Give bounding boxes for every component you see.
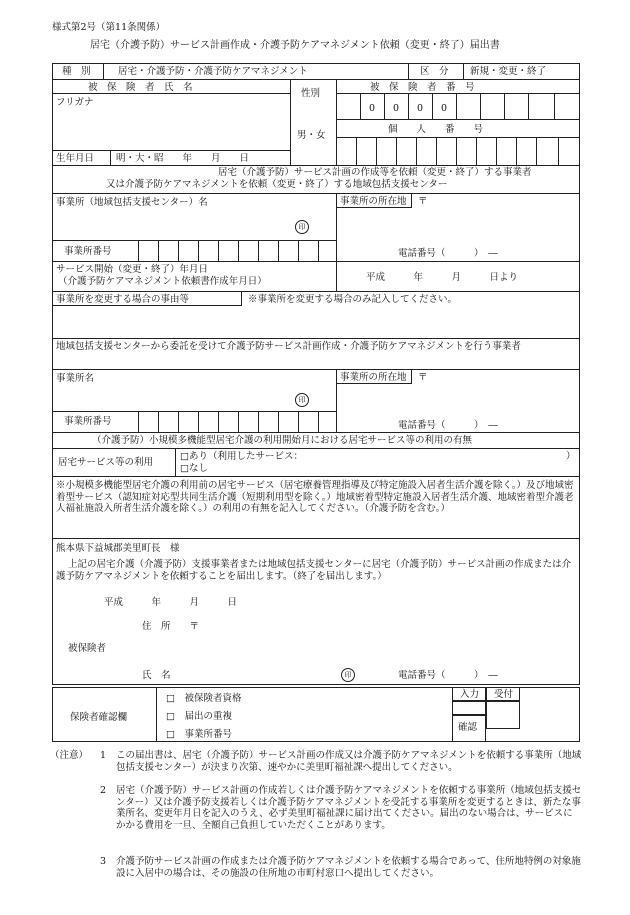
declaration-address[interactable]: 住 所 〒 <box>142 621 200 632</box>
declaration-date[interactable]: 平成 年 月 日 <box>104 597 238 608</box>
declaration-seal-icon: 印 <box>341 668 355 682</box>
office2-phone[interactable]: 電話番号（ ） ― <box>398 420 498 431</box>
form-title: 居宅（介護予防）サービス計画作成・介護予防ケアマネジメント依頼（変更・終了）届出書 <box>90 40 500 51</box>
input-stamp-area[interactable] <box>452 701 486 715</box>
start-date-value[interactable]: 平成 年 月 日より <box>366 272 519 283</box>
note-2-number: 2 <box>100 785 107 796</box>
usage-option-yes[interactable]: □あり（利用したサービス： <box>180 451 303 462</box>
confirm-label: 保険者確認欄 <box>70 712 128 723</box>
declaration-name[interactable]: 氏 名 <box>142 670 171 681</box>
start-date-sublabel: （介護予防ケアマネジメント依頼書作成年月日） <box>58 276 267 287</box>
office2-heading: 地域包括支援センターから委託を受けて介護予防サービス計画作成・介護予防ケアマネジメントを行う事業者 <box>56 341 521 352</box>
office2-postal[interactable]: 〒 <box>418 372 428 383</box>
form-number: 様式第2号（第11条関係） <box>52 22 166 33</box>
gender-value[interactable]: 男・女 <box>297 130 326 141</box>
office1-number-label: 事業所番号 <box>64 246 112 257</box>
division-value[interactable]: 新規・変更・終了 <box>470 66 547 77</box>
insured-name-field[interactable] <box>56 111 286 147</box>
insured-number-label: 被 保 険 者 番 号 <box>370 82 475 93</box>
confirm-item-qualification[interactable]: □ 被保険者資格 <box>166 693 242 704</box>
declaration-phone[interactable]: 電話番号（ ） ― <box>398 670 498 681</box>
kind-value[interactable]: 居宅・介護予防・介護予防ケアマネジメント <box>118 66 308 77</box>
usage-note: ※小規模多機能型居宅介護の利用前の居宅サービス（居宅療養管理指導及び特定施設入居者生活介護を除く。）及び地域密着型サービス（認知症対応型共同生活介護（短期利用型を除く。）地域密着型特定施設入居者生活介護、地域密着型介護老人福祉施設入所者生活介護を除く。）の利用の有無を記入してください。（介護予防を含む。） <box>56 480 574 514</box>
office2-number-label: 事業所番号 <box>64 416 112 427</box>
usage-label: 居宅サービス等の利用 <box>58 457 154 468</box>
start-date-label: サービス開始（変更・終了）年月日 <box>56 264 209 275</box>
gender-label: 性別 <box>301 88 321 99</box>
change-reason-note: ※事業所を変更する場合のみ記入してください。 <box>248 294 458 305</box>
insured-name-label: 被 保 険 者 氏 名 <box>88 82 193 93</box>
office1-seal-icon: 印 <box>295 220 309 234</box>
furigana-label: フリガナ <box>56 97 94 108</box>
office1-address-label: 事業所の所在地 <box>340 196 407 207</box>
office2-name-label: 事業所名 <box>56 373 95 384</box>
confirm-item-duplicate[interactable]: □ 届出の重複 <box>166 711 232 722</box>
office2-seal-icon: 印 <box>295 393 309 407</box>
change-reason-field[interactable] <box>56 310 576 336</box>
office1-heading: 居宅（介護予防）サービス計画の作成等を依頼（変更・終了）する事業者 <box>218 167 532 178</box>
insured-number-digit: 0 <box>417 103 424 114</box>
receipt-label: 受付 <box>494 689 514 700</box>
birthdate-value[interactable]: 明・大・昭 年 月 日 <box>116 153 250 164</box>
usage-option-yes-close: ） <box>566 451 576 462</box>
insured-number-digit: 0 <box>393 103 400 114</box>
office1-phone[interactable]: 電話番号（ ） ― <box>398 248 498 259</box>
kind-label: 種 別 <box>62 66 91 77</box>
personal-number-label: 個 人 番 号 <box>388 124 484 135</box>
note-1: この届出書は、居宅（介護予防）サービス計画の作成又は介護予防ケアマネジメントを依頼する事業所（地域包括支援センター）が決まり次第、速やかに美里町福祉課へ提出してください。 <box>116 750 582 773</box>
confirm-item-office-number[interactable]: □ 事業所番号 <box>166 729 232 740</box>
office1-postal[interactable]: 〒 <box>418 196 428 207</box>
office2-address-label: 事業所の所在地 <box>340 372 407 383</box>
birthdate-label: 生年月日 <box>56 153 95 164</box>
notes-heading: （注意） <box>50 750 89 761</box>
insured-number-digit: 0 <box>441 103 448 114</box>
division-label: 区 分 <box>420 66 449 77</box>
office1-name-label: 事業所（地域包括支援センター）名 <box>56 197 208 208</box>
note-3: 介護予防サービス計画の作成または介護予防ケアマネジメントを依頼する場合であって、住所地特例の対象施設に入居中の場合は、その施設の住所地の市町村窓口へ提出してください。 <box>116 856 581 879</box>
check-label: 確認 <box>458 722 478 733</box>
usage-option-no[interactable]: □なし <box>180 463 208 474</box>
note-2: 居宅（介護予防）サービス計画の作成若しくは介護予防ケアマネジメントを依頼する事業所（地域包括支援センター）又は介護予防支援若しくは介護予防ケアマネジメントを受託する事業所を変更するときは、新たな事業所名、変更年月日を記入のうえ、必ず美里町福祉課に届け出てください。届出のない場合は、サービスにかかる費用を一旦、全額自己負担していただくことがあります。 <box>116 785 582 831</box>
declaration-body: 上記の居宅介護（介護予防）支援事業者または地域包括支援センターに居宅（介護予防）サービス計画の作成または介護予防ケアマネジメントを依頼することを届出します。（終了を届出します。） <box>56 559 572 582</box>
note-1-number: 1 <box>100 750 107 761</box>
addressee: 熊本県下益城郡美里町長 様 <box>56 543 180 554</box>
note-3-number: 3 <box>100 856 107 867</box>
office1-heading-2: 又は介護予防ケアマネジメントを依頼（変更・終了）する地域包括支援センター <box>106 179 448 190</box>
usage-heading: （介護予防）小規模多機能型居宅介護の利用開始月における居宅サービス等の利用の有無 <box>92 435 473 446</box>
change-reason-label: 事業所を変更する場合の事由等 <box>56 294 190 305</box>
input-label: 入力 <box>460 689 480 700</box>
insured-label: 被保険者 <box>68 643 107 654</box>
receipt-stamp-area[interactable] <box>486 701 520 729</box>
insured-number-digit: 0 <box>369 103 376 114</box>
